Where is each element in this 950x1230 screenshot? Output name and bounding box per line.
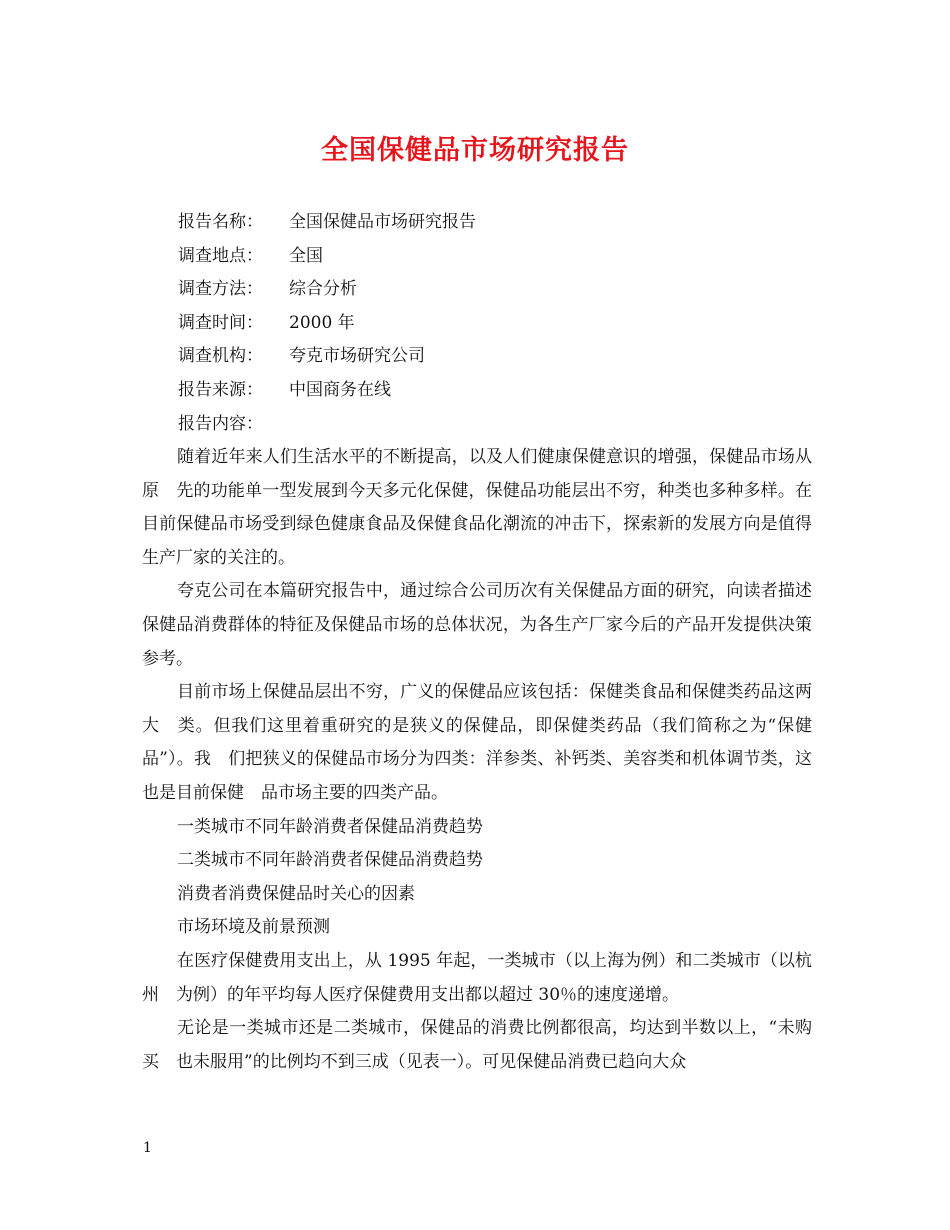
meta-value: 夸克市场研究公司	[289, 346, 425, 367]
section-heading: 二类城市不同年龄消费者保健品消费趋势	[177, 850, 483, 871]
paragraph: 目前市场上保健品层出不穷，广义的保健品应该包括：保健类食品和保健类药品这两大 类。但我们这里着重研究的是狭义的保健品，即保健类药品（我们简称之为“保健品”）。我 们把狭义的保健品市场分为四类：洋参类、补钙类、美容类和机体调节类，这也是目前保健 品市场主要的四类产品。	[142, 682, 812, 803]
meta-label: 调查时间：	[178, 312, 263, 333]
meta-value: 全国	[289, 245, 323, 266]
paragraph: 随着近年来人们生活水平的不断提高，以及人们健康保健意识的增强，保健品市场从原 先的功能单一型发展到今天多元化保健，保健品功能层出不穷，种类也多种多样。在目前保健品市场受到绿色健康食品及保健食品化潮流的冲击下，探索新的发展方向是值得生产厂家的关注的。	[142, 447, 812, 568]
document-body	[142, 441, 812, 1079]
meta-row-survey-agency	[178, 340, 818, 374]
section-heading: 一类城市不同年龄消费者保健品消费趋势	[177, 816, 483, 837]
meta-row-survey-time	[178, 307, 818, 341]
meta-value: 中国商务在线	[289, 379, 391, 400]
meta-value: 综合分析	[289, 279, 357, 300]
meta-label: 报告来源：	[178, 379, 263, 400]
document-title: 全国保健品市场研究报告	[321, 135, 629, 166]
meta-row-report-content	[178, 408, 818, 442]
meta-label: 报告内容：	[178, 413, 263, 434]
meta-row-report-source	[178, 374, 818, 408]
paragraph: 夸克公司在本篇研究报告中，通过综合公司历次有关保健品方面的研究，向读者描述保健品消费群体的特征及保健品市场的总体状况，为各生产厂家今后的产品开发提供决策参考。	[142, 581, 812, 669]
meta-value: 2000 年	[289, 312, 355, 333]
section-heading: 消费者消费保健品时关心的因素	[177, 883, 415, 904]
page-number: 1	[143, 1140, 152, 1156]
meta-value: 全国保健品市场研究报告	[289, 212, 476, 232]
paragraph: 无论是一类城市还是二类城市，保健品的消费比例都很高，均达到半数以上，“未购买 也未服用”的比例均不到三成（见表一）。可见保健品消费已趋向大众	[142, 1018, 812, 1072]
meta-row-report-name	[178, 206, 818, 240]
meta-label: 报告名称：	[178, 212, 263, 232]
section-heading: 市场环境及前景预测	[177, 917, 330, 938]
paragraph: 在医疗保健费用支出上，从 1995 年起，一类城市（以上海为例）和二类城市（以杭州 为例）的年平均每人医疗保健费用支出都以超过 30％的速度递增。	[142, 950, 812, 1005]
meta-row-survey-location	[178, 240, 818, 274]
report-meta	[178, 206, 818, 441]
meta-label: 调查方法：	[178, 279, 263, 300]
meta-label: 调查地点：	[178, 245, 263, 266]
meta-row-survey-method	[178, 273, 818, 307]
meta-label: 调查机构：	[178, 346, 263, 367]
